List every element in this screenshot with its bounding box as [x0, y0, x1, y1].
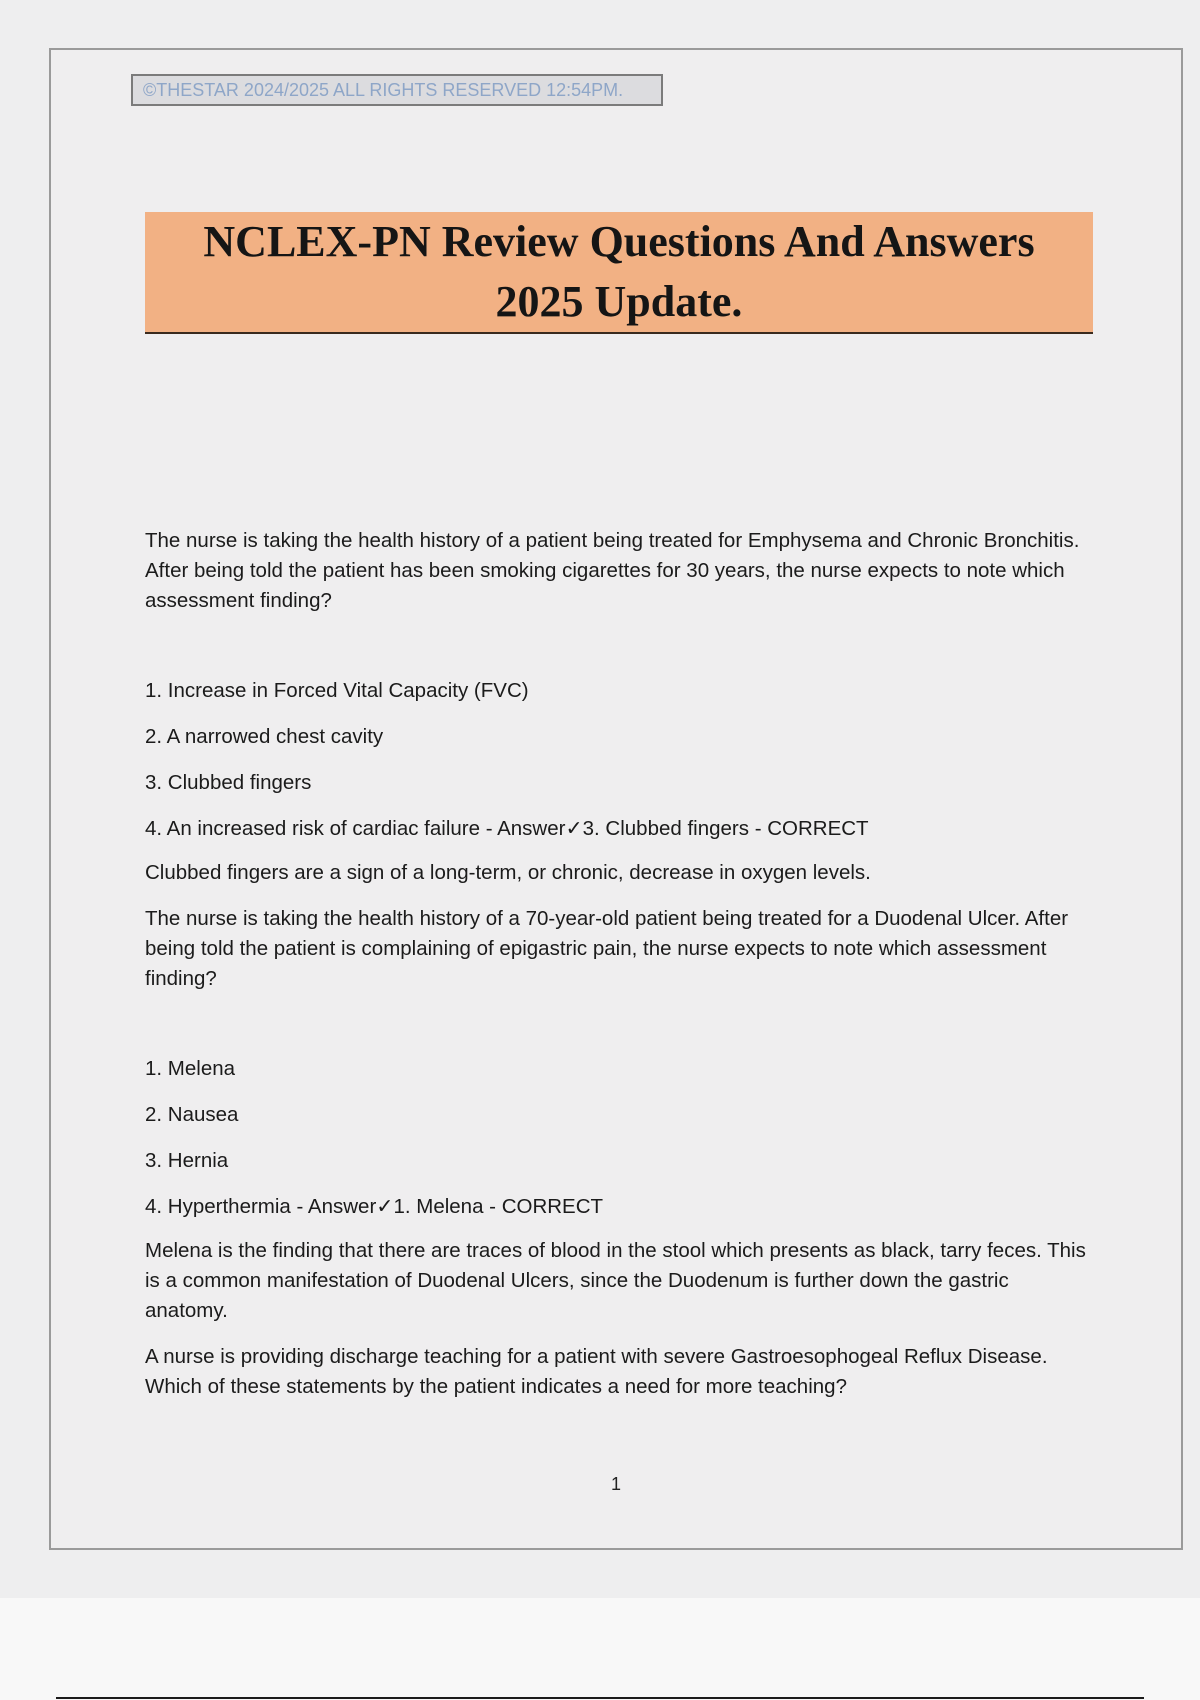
question-2-option-3: 3. Hernia — [145, 1149, 229, 1172]
question-1-answer-line: 4. An increased risk of cardiac failure - Answer✓3. Clubbed fingers - CORRECT — [145, 817, 869, 840]
document-title — [203, 212, 1034, 332]
page-separator-line — [56, 1697, 1144, 1699]
question-2-explanation: Melena is the finding that there are traces of blood in the stool which presents as black, tarry feces. This is a common manifestation of Duodenal Ulcers, since the Duodenum is further down the gastric anatomy. — [145, 1239, 1086, 1322]
question-2-option-2: 2. Nausea — [145, 1103, 239, 1126]
next-page-preview — [0, 1598, 1200, 1700]
question-2-option-1: 1. Melena — [145, 1057, 236, 1080]
title-line-2: 2025 Update. — [495, 277, 743, 326]
question-1-option-1: 1. Increase in Forced Vital Capacity (FVC) — [145, 679, 529, 702]
question-2-prompt: The nurse is taking the health history of a 70-year-old patient being treated for a Duodenal Ulcer. After being told the patient is complaining of epigastric pain, the nurse expects to note which assessment finding? — [145, 907, 1069, 990]
question-1-explanation: Clubbed fingers are a sign of a long-term, or chronic, decrease in oxygen levels. — [145, 861, 871, 884]
document-title-banner — [145, 212, 1093, 334]
question-1-option-3: 3. Clubbed fingers — [145, 771, 312, 794]
document-body — [145, 526, 1095, 1416]
page-number: 1 — [610, 1474, 621, 1494]
title-line-1: NCLEX-PN Review Questions And Answers — [203, 217, 1035, 266]
document-page — [49, 48, 1183, 1550]
question-1-prompt: The nurse is taking the health history of a patient being treated for Emphysema and Chronic Bronchitis. After being told the patient has been smoking cigarettes for 30 years, the nurse expects to note which assessment finding? — [145, 529, 1080, 612]
question-2-answer-line: 4. Hyperthermia - Answer✓1. Melena - CORRECT — [145, 1195, 604, 1218]
question-3-prompt: A nurse is providing discharge teaching for a patient with severe Gastroesophogeal Reflux Disease. Which of these statements by the patient indicates a need for more teaching? — [145, 1345, 1048, 1398]
copyright-header: ©THESTAR 2024/2025 ALL RIGHTS RESERVED 12:54PM. — [131, 74, 663, 106]
question-1-option-2: 2. A narrowed chest cavity — [145, 725, 384, 748]
